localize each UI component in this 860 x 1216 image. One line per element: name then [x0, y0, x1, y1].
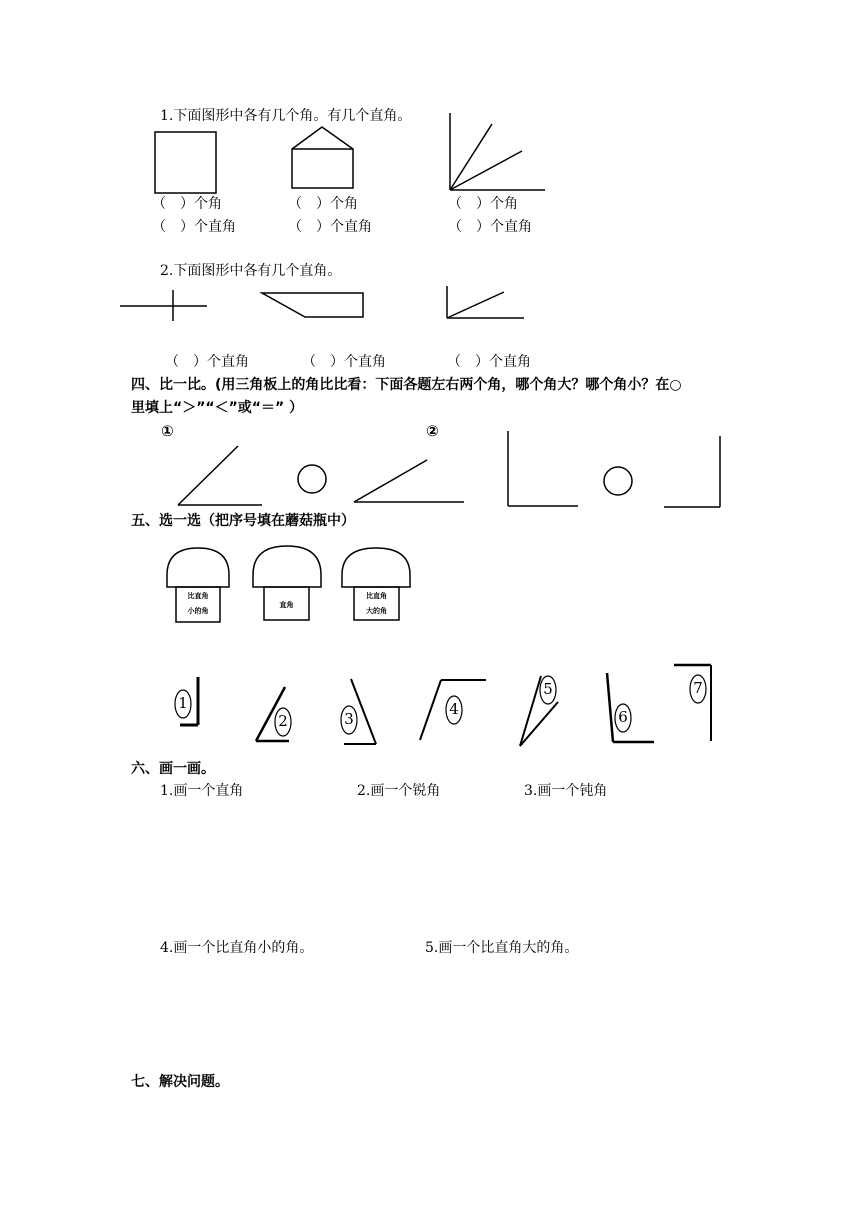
- q2-blank-2[interactable]: （ ）个直角: [302, 354, 386, 370]
- draw-item-5: 5.画一个比直角大的角。: [425, 940, 579, 956]
- section-6-title: 六、画一画。: [131, 761, 215, 777]
- choice-number-3: 3: [344, 710, 354, 728]
- q1-blank-2-angles[interactable]: （ ）个角: [288, 196, 358, 212]
- mushroom-1-label-line2: 小的角: [187, 607, 209, 615]
- draw-item-4: 4.画一个比直角小的角。: [160, 940, 314, 956]
- q2-angle-figure: [447, 286, 524, 318]
- draw-item-1: 1.画一个直角: [160, 783, 244, 799]
- compare-2-marker: ②: [426, 422, 439, 440]
- choice-angle-7: [674, 665, 711, 741]
- q2-trapezoid-figure: [262, 293, 363, 317]
- draw-item-2: 2.画一个锐角: [357, 783, 441, 799]
- mushroom-1-label-line1: 比直角: [187, 592, 209, 600]
- compare-2-circle[interactable]: [604, 467, 632, 495]
- choice-number-4: 4: [449, 700, 459, 718]
- q2-blank-3[interactable]: （ ）个直角: [447, 354, 531, 370]
- mushroom-2-label-line1: 直角: [279, 601, 294, 609]
- q1-blank-3-right[interactable]: （ ）个直角: [448, 219, 532, 235]
- q1-house-figure: [292, 127, 353, 188]
- q2-blank-1[interactable]: （ ）个直角: [165, 354, 249, 370]
- q1-blank-1-right[interactable]: （ ）个直角: [152, 219, 236, 235]
- choice-number-1: 1: [178, 694, 188, 712]
- compare-2-right-angle: [664, 436, 720, 507]
- q1-square-figure: [155, 132, 216, 193]
- section-7-title: 七、解决问题。: [131, 1074, 229, 1090]
- compare-1-marker: ①: [161, 422, 174, 440]
- mushroom-3-label-line1: 比直角: [366, 592, 387, 600]
- choice-number-2: 2: [278, 712, 288, 730]
- q2-title: 2.下面图形中各有几个直角。: [160, 263, 342, 279]
- compare-1-circle[interactable]: [298, 465, 326, 493]
- compare-1-right-angle: [354, 460, 464, 502]
- compare-2-left-angle: [508, 431, 578, 506]
- q1-title: 1.下面图形中各有几个角。有几个直角。: [160, 108, 412, 124]
- choice-number-6: 6: [618, 708, 628, 726]
- q1-rays-figure: [450, 113, 545, 190]
- draw-item-3: 3.画一个钝角: [524, 783, 608, 799]
- compare-1-left-angle: [178, 446, 262, 505]
- choice-number-7: 7: [693, 679, 703, 697]
- q1-blank-2-right[interactable]: （ ）个直角: [288, 219, 372, 235]
- choice-angle-6: [607, 673, 654, 742]
- q1-blank-1-angles[interactable]: （ ）个角: [152, 196, 222, 212]
- choice-number-5: 5: [543, 680, 553, 698]
- section-4-instruction-line2: 里填上“＞”“＜”或“＝” ）: [131, 400, 304, 416]
- q1-blank-3-angles[interactable]: （ ）个角: [448, 196, 518, 212]
- mushroom-3-label-line2: 大的角: [366, 607, 387, 615]
- q2-cross-figure: [120, 290, 207, 321]
- section-4-instruction-line1: 四、比一比。(用三角板上的角比比看：下面各题左右两个角，哪个角大？哪个角小？在○: [131, 377, 682, 393]
- section-5-title: 五、选一选（把序号填在蘑菇瓶中）: [131, 513, 355, 529]
